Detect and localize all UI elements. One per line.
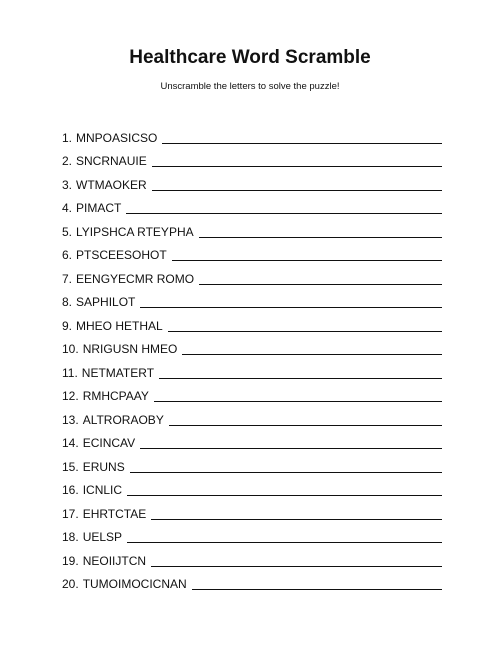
puzzle-item-scramble: PIMACT: [76, 201, 122, 215]
answer-blank-line[interactable]: [152, 154, 442, 167]
puzzle-item-number: 2.: [62, 154, 73, 168]
puzzle-item-scramble: LYIPSHCA RTEYPHA: [76, 224, 194, 239]
puzzle-item-scramble: MNPOASICSO: [76, 130, 158, 145]
puzzle-item-scramble: NRIGUSN HMEO: [82, 342, 178, 356]
puzzle-item-scramble: TUMOIMOCICNAN: [82, 577, 187, 591]
answer-blank-line[interactable]: [140, 295, 442, 308]
answer-blank-line[interactable]: [168, 319, 442, 332]
puzzle-item-number: 12.: [62, 389, 79, 403]
puzzle-item-number: 6.: [62, 248, 73, 262]
answer-blank-line[interactable]: [130, 460, 442, 473]
puzzle-item-scramble: MHEO HETHAL: [76, 318, 163, 333]
answer-blank-line[interactable]: [140, 436, 442, 449]
answer-blank-line[interactable]: [151, 554, 442, 567]
puzzle-item: [62, 427, 442, 451]
puzzle-item-scramble: NETMATERT: [81, 365, 155, 380]
puzzle-item: [62, 215, 442, 239]
puzzle-item: [62, 380, 442, 404]
puzzle-item-number: 17.: [62, 506, 79, 521]
puzzle-item: [62, 474, 442, 498]
answer-blank-line[interactable]: [126, 201, 442, 214]
puzzle-item-number: 19.: [62, 553, 79, 568]
answer-blank-line[interactable]: [154, 389, 442, 402]
puzzle-list: [62, 121, 442, 591]
puzzle-item-number: 10.: [62, 342, 79, 356]
puzzle-item-number: 9.: [62, 318, 73, 333]
puzzle-item: [62, 145, 442, 169]
answer-blank-line[interactable]: [192, 577, 442, 590]
answer-blank-line[interactable]: [172, 248, 442, 261]
puzzle-item: [62, 544, 442, 568]
puzzle-item-scramble: ECINCAV: [82, 436, 136, 450]
puzzle-item-number: 15.: [62, 459, 79, 474]
answer-blank-line[interactable]: [199, 272, 442, 285]
puzzle-item: [62, 168, 442, 192]
puzzle-item-scramble: WTMAOKER: [76, 177, 147, 192]
puzzle-item-scramble: RMHCPAAY: [82, 389, 149, 403]
puzzle-item: [62, 121, 442, 145]
puzzle-item-scramble: ALTRORAOBY: [82, 412, 164, 427]
puzzle-item-scramble: EENGYECMR ROMO: [76, 271, 195, 286]
puzzle-item-number: 13.: [62, 412, 79, 427]
answer-blank-line[interactable]: [182, 342, 442, 355]
puzzle-item: [62, 450, 442, 474]
puzzle-item-number: 14.: [62, 436, 79, 450]
puzzle-item: [62, 497, 442, 521]
puzzle-item-number: 1.: [62, 130, 73, 145]
answer-blank-line[interactable]: [152, 178, 442, 191]
answer-blank-line[interactable]: [169, 413, 442, 426]
answer-blank-line[interactable]: [151, 507, 442, 520]
answer-blank-line[interactable]: [127, 530, 442, 543]
puzzle-item-number: 16.: [62, 483, 79, 497]
puzzle-item-scramble: ICNLIC: [82, 483, 123, 497]
puzzle-item: [62, 262, 442, 286]
puzzle-item: [62, 333, 442, 357]
puzzle-item-scramble: NEOIIJTCN: [82, 553, 147, 568]
puzzle-item: [62, 239, 442, 263]
puzzle-item-number: 3.: [62, 177, 73, 192]
puzzle-item-number: 20.: [62, 577, 79, 591]
puzzle-item: [62, 309, 442, 333]
puzzle-item: [62, 521, 442, 545]
answer-blank-line[interactable]: [159, 366, 442, 379]
puzzle-item-scramble: UELSP: [82, 530, 123, 544]
puzzle-item-scramble: EHRTCTAE: [82, 506, 147, 521]
puzzle-item-scramble: SAPHILOT: [76, 295, 136, 309]
page-subtitle: Unscramble the letters to solve the puzzle!: [160, 81, 340, 92]
puzzle-item-number: 7.: [62, 271, 73, 286]
puzzle-item: [62, 403, 442, 427]
puzzle-item: [62, 568, 442, 592]
puzzle-item-number: 18.: [62, 530, 79, 544]
puzzle-item: [62, 356, 442, 380]
puzzle-item: [62, 286, 442, 310]
answer-blank-line[interactable]: [127, 483, 442, 496]
puzzle-item-number: 5.: [62, 224, 73, 239]
puzzle-item-scramble: ERUNS: [82, 459, 125, 474]
answer-blank-line[interactable]: [199, 225, 442, 238]
page-title: Healthcare Word Scramble: [129, 47, 371, 68]
puzzle-item: [62, 192, 442, 216]
puzzle-item-number: 8.: [62, 295, 73, 309]
answer-blank-line[interactable]: [162, 131, 442, 144]
puzzle-item-number: 11.: [62, 365, 78, 380]
puzzle-item-scramble: PTSCEESOHOT: [76, 248, 167, 262]
puzzle-item-number: 4.: [62, 201, 73, 215]
puzzle-item-scramble: SNCRNAUIE: [76, 154, 147, 168]
